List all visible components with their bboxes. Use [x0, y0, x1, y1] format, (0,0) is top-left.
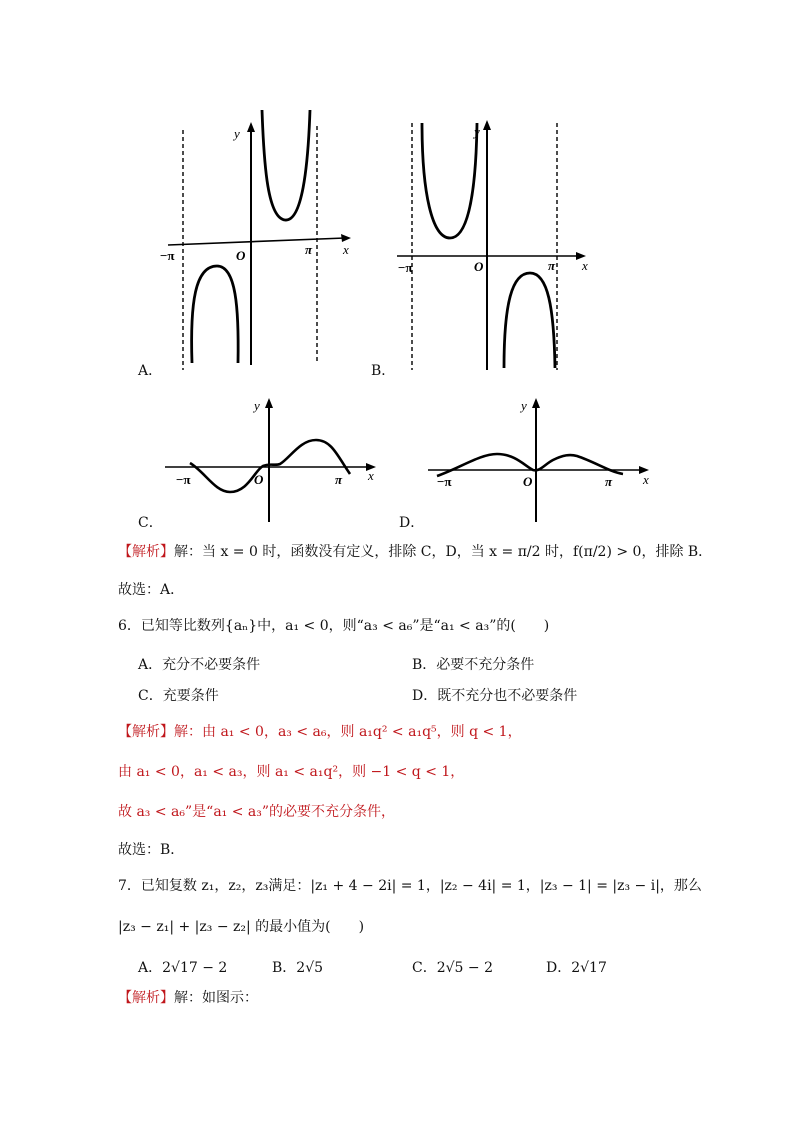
curve-lower	[192, 266, 239, 363]
neg-pi-label: −π	[176, 472, 191, 487]
q7-option-d: D．2√17	[546, 960, 607, 976]
graph-option-a	[150, 108, 360, 373]
y-label: y	[521, 398, 527, 413]
q7-analysis	[118, 988, 258, 1008]
option-d-label: D．	[399, 515, 425, 531]
origin-label: O	[254, 472, 264, 487]
q5-analysis	[118, 542, 712, 562]
analysis-tag: 【解析】	[118, 990, 174, 1006]
neg-pi-label: −π	[398, 260, 413, 275]
graph-option-c	[160, 392, 385, 524]
origin-label: O	[523, 474, 533, 489]
q6-option-a: A．充分不必要条件	[138, 657, 261, 673]
q7-option-c: C．2√5 − 2	[412, 960, 493, 976]
q6-analysis-3: 故 a₃ < a₆”是“a₁ < a₃”的必要不充分条件，	[118, 804, 396, 820]
y-label: y	[474, 124, 480, 139]
pi-label: π	[605, 474, 613, 489]
curve	[437, 454, 623, 476]
origin-label: O	[474, 259, 484, 274]
q6-analysis-1	[118, 722, 522, 742]
x-label: x	[643, 472, 649, 487]
graph-option-d	[425, 392, 655, 524]
q6-option-d: D．既不充分也不必要条件	[412, 688, 578, 704]
curve-lower	[504, 273, 555, 368]
q6-option-b: B．必要不充分条件	[412, 657, 535, 673]
q7-option-b: B．2√5	[272, 960, 324, 976]
neg-pi-label: −π	[160, 248, 175, 263]
q6-stem: 6．已知等比数列{aₙ}中，a₁ < 0，则“a₃ < a₆”是“a₁ < a₃”的( )	[118, 618, 550, 634]
q6-analysis-2: 由 a₁ < 0，a₁ < a₃，则 a₁ < a₁q²，则 −1 < q < 1，	[118, 764, 465, 780]
curve-upper	[262, 110, 310, 220]
y-label: y	[254, 398, 260, 413]
q7-option-a: A．2√17 − 2	[138, 960, 228, 976]
x-label: x	[343, 242, 349, 257]
q5-answer: 故选：A．	[118, 582, 185, 598]
y-label: y	[234, 126, 240, 141]
curve-upper	[422, 123, 477, 238]
analysis-text: 解：如图示：	[174, 990, 258, 1006]
x-label: x	[582, 258, 588, 273]
q6-option-c: C．充要条件	[138, 688, 219, 704]
option-a-label: A．	[138, 363, 163, 379]
origin-label: O	[236, 248, 246, 263]
q6-answer: 故选：B．	[118, 842, 185, 858]
pi-label: π	[548, 258, 556, 273]
analysis-text: 解：由 a₁ < 0，a₃ < a₆，则 a₁q² < a₁q⁵，则 q < 1，	[174, 724, 522, 740]
pi-label: π	[335, 472, 343, 487]
analysis-tag: 【解析】	[118, 544, 174, 560]
option-c-label: C．	[138, 515, 163, 531]
q7-stem-line2: |z₃ − z₁| + |z₃ − z₂| 的最小值为( )	[118, 919, 365, 935]
analysis-text: 解：当 x = 0 时，函数没有定义，排除 C，D，当 x = π/2 时，f(π/2) > 0，排除 B．	[174, 544, 713, 560]
x-axis	[168, 238, 345, 245]
pi-label: π	[305, 242, 313, 257]
neg-pi-label: −π	[437, 474, 452, 489]
x-label: x	[368, 468, 374, 483]
option-b-label: B．	[371, 363, 396, 379]
analysis-tag: 【解析】	[118, 724, 174, 740]
q7-stem-line1: 7．已知复数 z₁，z₂，z₃满足：|z₁ + 4 − 2i| = 1，|z₂ − 4i| = 1，|z₃ − 1| = |z₃ − i|，那么	[118, 878, 702, 894]
graph-option-b	[392, 108, 602, 373]
